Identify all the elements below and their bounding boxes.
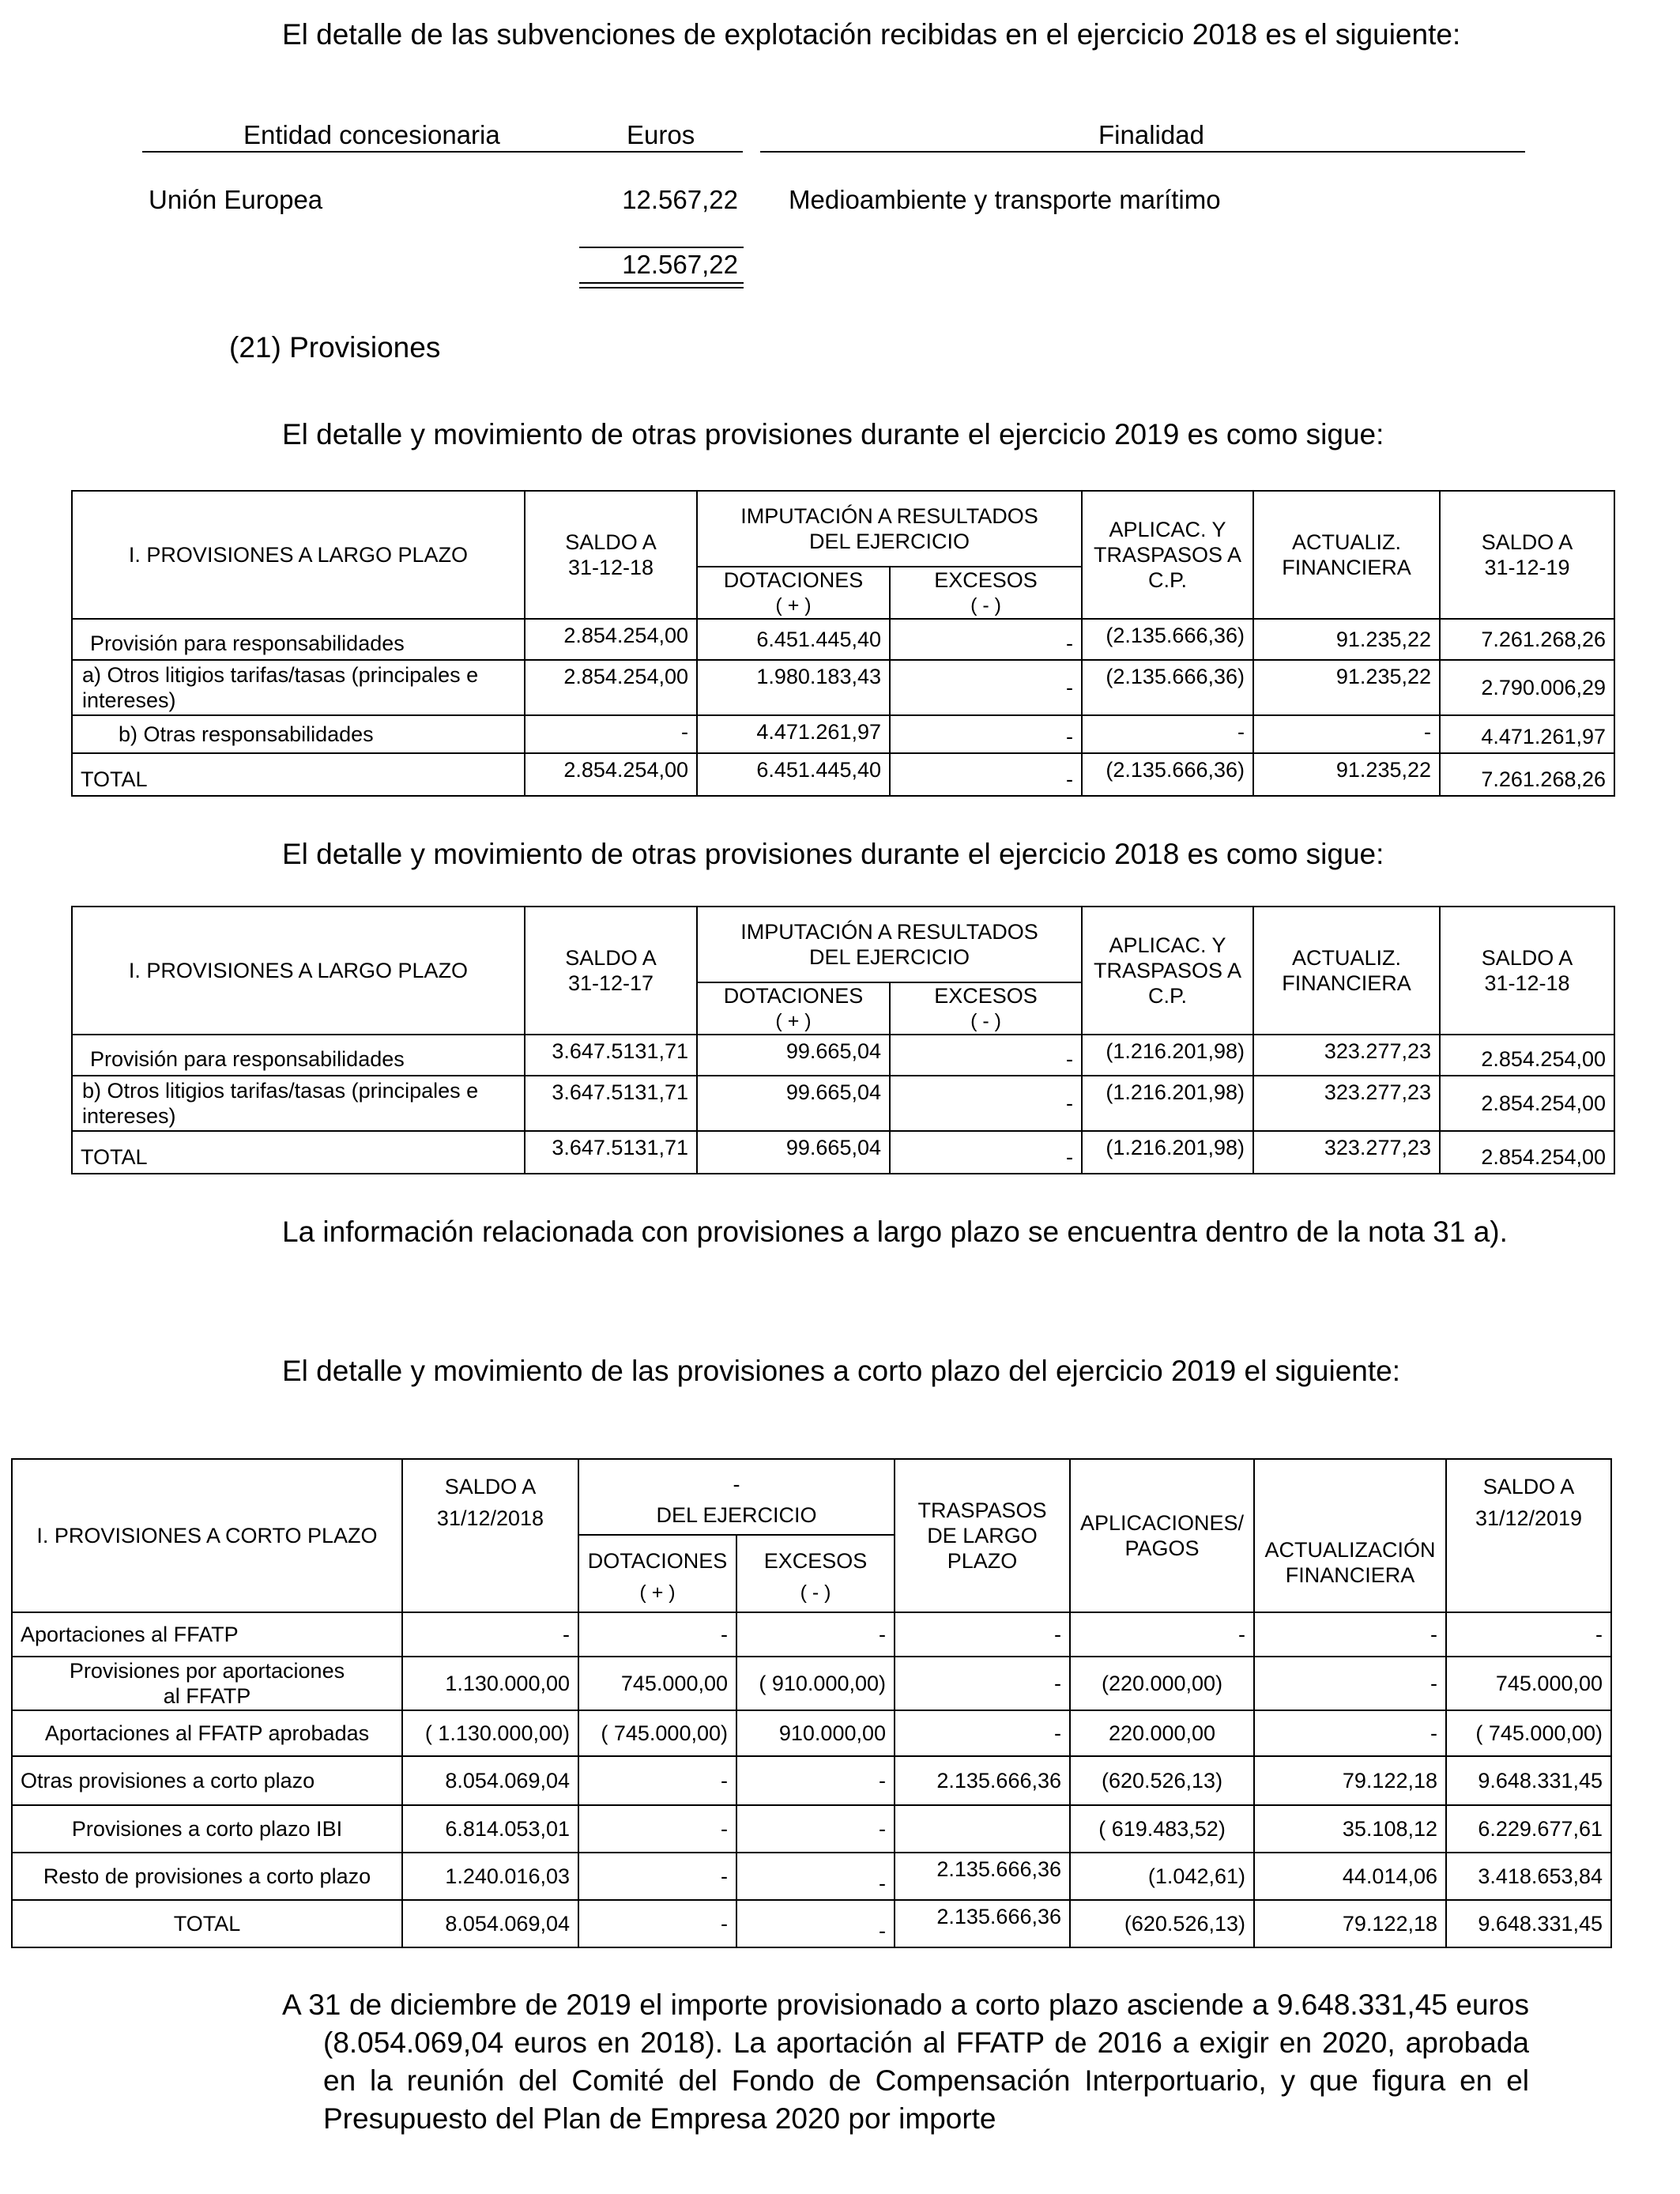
lp2018-header-saldo-fin: SALDO A 31-12-18	[1440, 907, 1614, 1035]
intro-paragraph: El detalle de las subvenciones de explotación recibidas en el ejercicio 2018 es el siguiente:	[282, 18, 1461, 51]
subsidies-header-rule-left	[142, 151, 743, 153]
lp2019-header-title: I. PROVISIONES A LARGO PLAZO	[72, 491, 525, 619]
lp2019-header-imputacion: IMPUTACIÓN A RESULTADOS DEL EJERCICIO	[697, 491, 1082, 567]
lp2019-cell-aplicac: (2.135.666,36)	[1082, 753, 1253, 796]
subsidies-total-rule	[579, 247, 744, 248]
cp2019-cell-traspasos: -	[895, 1710, 1070, 1756]
table-row	[72, 715, 1614, 753]
cp2019-cell-dotaciones: -	[578, 1756, 736, 1805]
lp2019-cell-excesos: -	[890, 619, 1082, 660]
lp2018-cell-actualiz: 323.277,23	[1253, 1131, 1440, 1174]
cp2019-cell-saldo-fin: 9.648.331,45	[1446, 1900, 1611, 1947]
lp2018-header-dotaciones: DOTACIONES ( + )	[697, 982, 890, 1035]
subsidies-header-amount: Euros	[627, 120, 695, 149]
cp2019-cell-saldo-ini: 6.814.053,01	[402, 1805, 578, 1853]
lp2019-header-dotaciones: DOTACIONES ( + )	[697, 567, 890, 619]
cp2019-cell-excesos: -	[736, 1612, 895, 1657]
lp2019-cell-saldo-ini: 2.854.254,00	[525, 619, 697, 660]
cp2019-cell-traspasos: -	[895, 1657, 1070, 1710]
table-row	[72, 660, 1614, 715]
lp2018-cell-saldo-ini: 3.647.5131,71	[525, 1076, 697, 1131]
cp2019-header-saldo-ini: SALDO A 31/12/2018	[402, 1459, 578, 1612]
lp2019-header-saldo-fin: SALDO A 31-12-19	[1440, 491, 1614, 619]
cp2019-cell-actualizacion: -	[1254, 1657, 1446, 1710]
lp2019-cell-actualiz: 91.235,22	[1253, 753, 1440, 796]
cp2019-cell-dotaciones: ( 745.000,00)	[578, 1710, 736, 1756]
cp2019-row-label: Provisiones a corto plazo IBI	[12, 1805, 402, 1853]
cp2019-header-aplicaciones: APLICACIONES/ PAGOS	[1070, 1459, 1254, 1612]
lp2018-row-label: Provisión para responsabilidades	[72, 1035, 525, 1076]
lp2018-cell-dotaciones: 99.665,04	[697, 1131, 890, 1174]
cp2019-cell-traspasos: 2.135.666,36	[895, 1756, 1070, 1805]
subsidies-row-purpose: Medioambiente y transporte marítimo	[789, 185, 1221, 214]
lp2019-cell-dotaciones: 6.451.445,40	[697, 619, 890, 660]
cp2019-header-title: I. PROVISIONES A CORTO PLAZO	[12, 1459, 402, 1612]
lp2019-cell-saldo-ini: 2.854.254,00	[525, 753, 697, 796]
cp2019-cell-saldo-ini: ( 1.130.000,00)	[402, 1710, 578, 1756]
cp2019-row-label: Otras provisiones a corto plazo	[12, 1756, 402, 1805]
lp2018-cell-aplicac: (1.216.201,98)	[1082, 1076, 1253, 1131]
lp-note: La información relacionada con provisiones a largo plazo se encuentra dentro de la nota 31 a).	[282, 1216, 1508, 1248]
lp2018-header-excesos: EXCESOS ( - )	[890, 982, 1082, 1035]
table-row	[72, 1035, 1614, 1076]
lp2018-cell-excesos: -	[890, 1035, 1082, 1076]
lp2019-cell-saldo-ini: 2.854.254,00	[525, 660, 697, 715]
cp2019-cell-saldo-fin: 745.000,00	[1446, 1657, 1611, 1710]
lp2019-header-actualiz: ACTUALIZ. FINANCIERA	[1253, 491, 1440, 619]
lp2018-cell-saldo-fin: 2.854.254,00	[1440, 1035, 1614, 1076]
lp2019-cell-saldo-ini: -	[525, 715, 697, 753]
lp2019-cell-aplicac: -	[1082, 715, 1253, 753]
cp2019-row-label: Aportaciones al FFATP	[12, 1612, 402, 1657]
lp2018-header-title: I. PROVISIONES A LARGO PLAZO	[72, 907, 525, 1035]
lp2019-cell-saldo-fin: 7.261.268,26	[1440, 619, 1614, 660]
cp2019-cell-dotaciones: -	[578, 1612, 736, 1657]
lp2018-header-actualiz: ACTUALIZ. FINANCIERA	[1253, 907, 1440, 1035]
lp2019-header-aplicac: APLICAC. Y TRASPASOS A C.P.	[1082, 491, 1253, 619]
cp2019-cell-aplicaciones: (1.042,61)	[1070, 1853, 1254, 1900]
cp2019-row-label: TOTAL	[12, 1900, 402, 1947]
lp2019-cell-actualiz: -	[1253, 715, 1440, 753]
subsidies-row-amount: 12.567,22	[622, 185, 738, 214]
cp2019-header-del-ejercicio: - DEL EJERCICIO	[578, 1459, 895, 1535]
cp2019-cell-dotaciones: -	[578, 1900, 736, 1947]
section-heading: (21) Provisiones	[229, 331, 441, 364]
table-row	[12, 1710, 1611, 1756]
lp2019-header-excesos: EXCESOS ( - )	[890, 567, 1082, 619]
lp2018-cell-dotaciones: 99.665,04	[697, 1035, 890, 1076]
table-row	[12, 1756, 1611, 1805]
lp2018-cell-saldo-fin: 2.854.254,00	[1440, 1076, 1614, 1131]
lp2019-row-label: b) Otras responsabilidades	[72, 715, 525, 753]
cp2019-cell-saldo-fin: 9.648.331,45	[1446, 1756, 1611, 1805]
cp2019-header-dotaciones: DOTACIONES ( + )	[578, 1535, 736, 1612]
subsidies-total: 12.567,22	[622, 250, 738, 279]
lp2018-cell-aplicac: (1.216.201,98)	[1082, 1131, 1253, 1174]
lp2018-cell-excesos: -	[890, 1131, 1082, 1174]
table-row	[72, 1131, 1614, 1174]
cp2019-header-saldo-fin: SALDO A 31/12/2019	[1446, 1459, 1611, 1612]
lp2018-cell-saldo-fin: 2.854.254,00	[1440, 1131, 1614, 1174]
subsidies-header-entity: Entidad concesionaria	[243, 120, 500, 149]
lp2019-row-label: Provisión para responsabilidades	[72, 619, 525, 660]
cp2019-cell-excesos: -	[736, 1805, 895, 1853]
lp2019-row-label: TOTAL	[72, 753, 525, 796]
cp2019-cell-actualizacion: 79.122,18	[1254, 1900, 1446, 1947]
cp2019-cell-saldo-ini: 1.240.016,03	[402, 1853, 578, 1900]
table-row	[12, 1805, 1611, 1853]
cp2019-cell-traspasos: 2.135.666,36	[895, 1853, 1070, 1900]
cp2019-cell-aplicaciones: (620.526,13)	[1070, 1900, 1254, 1947]
lp2019-cell-actualiz: 91.235,22	[1253, 619, 1440, 660]
subsidies-total-double-rule	[579, 282, 744, 288]
cp2019-cell-saldo-ini: -	[402, 1612, 578, 1657]
lp2018-cell-actualiz: 323.277,23	[1253, 1035, 1440, 1076]
cp2019-cell-saldo-fin: 3.418.653,84	[1446, 1853, 1611, 1900]
lp2019-cell-dotaciones: 1.980.183,43	[697, 660, 890, 715]
cp2019-cell-saldo-ini: 8.054.069,04	[402, 1900, 578, 1947]
table-row	[12, 1612, 1611, 1657]
cp2019-cell-actualizacion: -	[1254, 1612, 1446, 1657]
lp2019-intro: El detalle y movimiento de otras provisiones durante el ejercicio 2019 es como sigue:	[282, 418, 1384, 450]
cp2019-cell-aplicaciones: (620.526,13)	[1070, 1756, 1254, 1805]
cp2019-cell-saldo-fin: 6.229.677,61	[1446, 1805, 1611, 1853]
lp2018-header-saldo-ini: SALDO A 31-12-17	[525, 907, 697, 1035]
cp2019-cell-excesos: 910.000,00	[736, 1710, 895, 1756]
cp2019-header-traspasos: TRASPASOS DE LARGO PLAZO	[895, 1459, 1070, 1612]
subsidies-header-purpose: Finalidad	[1098, 120, 1204, 149]
cp2019-cell-actualizacion: 44.014,06	[1254, 1853, 1446, 1900]
subsidies-row-entity: Unión Europea	[149, 185, 323, 214]
lp2018-table	[71, 906, 1615, 1174]
lp2019-cell-excesos: -	[890, 753, 1082, 796]
cp2019-cell-excesos: -	[736, 1853, 895, 1900]
lp2019-header-saldo-ini: SALDO A 31-12-18	[525, 491, 697, 619]
lp2019-table	[71, 490, 1615, 797]
cp2019-cell-actualizacion: 35.108,12	[1254, 1805, 1446, 1853]
lp2019-row-label: a) Otros litigios tarifas/tasas (principales e intereses)	[72, 660, 525, 715]
cp2019-cell-actualizacion: -	[1254, 1710, 1446, 1756]
cp2019-cell-traspasos: -	[895, 1612, 1070, 1657]
lp2018-cell-aplicac: (1.216.201,98)	[1082, 1035, 1253, 1076]
cp2019-cell-traspasos	[895, 1805, 1070, 1853]
cp2019-cell-excesos: -	[736, 1756, 895, 1805]
cp2019-row-label: Provisiones por aportaciones al FFATP	[12, 1657, 402, 1710]
cp2019-cell-excesos: -	[736, 1900, 895, 1947]
cp2019-cell-traspasos: 2.135.666,36	[895, 1900, 1070, 1947]
lp2019-cell-excesos: -	[890, 660, 1082, 715]
cp2019-cell-aplicaciones: -	[1070, 1612, 1254, 1657]
lp2019-cell-aplicac: (2.135.666,36)	[1082, 660, 1253, 715]
lp2018-header-imputacion: IMPUTACIÓN A RESULTADOS DEL EJERCICIO	[697, 907, 1082, 982]
lp2019-cell-saldo-fin: 4.471.261,97	[1440, 715, 1614, 753]
cp2019-header-actualizacion: ACTUALIZACIÓN FINANCIERA	[1254, 1459, 1446, 1612]
cp2019-cell-saldo-ini: 8.054.069,04	[402, 1756, 578, 1805]
lp2018-header-aplicac: APLICAC. Y TRASPASOS A C.P.	[1082, 907, 1253, 1035]
lp2018-intro: El detalle y movimiento de otras provisiones durante el ejercicio 2018 es como sigue:	[282, 838, 1384, 870]
cp2019-row-label: Aportaciones al FFATP aprobadas	[12, 1710, 402, 1756]
cp2019-cell-aplicaciones: 220.000,00	[1070, 1710, 1254, 1756]
lp2019-cell-saldo-fin: 7.261.268,26	[1440, 753, 1614, 796]
cp2019-cell-saldo-ini: 1.130.000,00	[402, 1657, 578, 1710]
cp2019-cell-dotaciones: 745.000,00	[578, 1657, 736, 1710]
cp2019-cell-actualizacion: 79.122,18	[1254, 1756, 1446, 1805]
closing-paragraph: A 31 de diciembre de 2019 el importe provisionado a corto plazo asciende a 9.648.331,45 euros (8.054.069,04 euros en 2018). La aportación al FFATP de 2016 a exigir en 2020, aprobada en la reunión del Comité del Fondo de Compensación Interportuario, y que figura en el Presupuesto del Plan de Empresa 2020 por importe	[282, 1989, 1529, 2135]
table-row	[72, 753, 1614, 796]
lp2018-cell-saldo-ini: 3.647.5131,71	[525, 1035, 697, 1076]
lp2019-cell-dotaciones: 6.451.445,40	[697, 753, 890, 796]
cp2019-cell-aplicaciones: ( 619.483,52)	[1070, 1805, 1254, 1853]
cp2019-cell-saldo-fin: ( 745.000,00)	[1446, 1710, 1611, 1756]
lp2019-cell-actualiz: 91.235,22	[1253, 660, 1440, 715]
cp2019-cell-saldo-fin: -	[1446, 1612, 1611, 1657]
lp2018-cell-actualiz: 323.277,23	[1253, 1076, 1440, 1131]
subsidies-header-rule-right	[760, 151, 1525, 153]
lp2019-cell-excesos: -	[890, 715, 1082, 753]
cp2019-header-excesos: EXCESOS ( - )	[736, 1535, 895, 1612]
cp2019-cell-dotaciones: -	[578, 1853, 736, 1900]
cp2019-table	[11, 1458, 1612, 1948]
cp2019-cell-excesos: ( 910.000,00)	[736, 1657, 895, 1710]
lp2018-cell-saldo-ini: 3.647.5131,71	[525, 1131, 697, 1174]
lp2019-cell-dotaciones: 4.471.261,97	[697, 715, 890, 753]
lp2018-cell-excesos: -	[890, 1076, 1082, 1131]
lp2018-row-label: b) Otros litigios tarifas/tasas (principales e intereses)	[72, 1076, 525, 1131]
lp2019-cell-saldo-fin: 2.790.006,29	[1440, 660, 1614, 715]
lp2018-row-label: TOTAL	[72, 1131, 525, 1174]
lp2019-cell-aplicac: (2.135.666,36)	[1082, 619, 1253, 660]
cp2019-cell-dotaciones: -	[578, 1805, 736, 1853]
cp2019-intro: El detalle y movimiento de las provisiones a corto plazo del ejercicio 2019 el siguiente:	[282, 1355, 1400, 1387]
cp2019-row-label: Resto de provisiones a corto plazo	[12, 1853, 402, 1900]
lp2018-cell-dotaciones: 99.665,04	[697, 1076, 890, 1131]
table-row	[12, 1900, 1611, 1947]
table-row	[12, 1853, 1611, 1900]
table-row	[12, 1657, 1611, 1710]
table-row	[72, 619, 1614, 660]
cp2019-cell-aplicaciones: (220.000,00)	[1070, 1657, 1254, 1710]
table-row	[72, 1076, 1614, 1131]
